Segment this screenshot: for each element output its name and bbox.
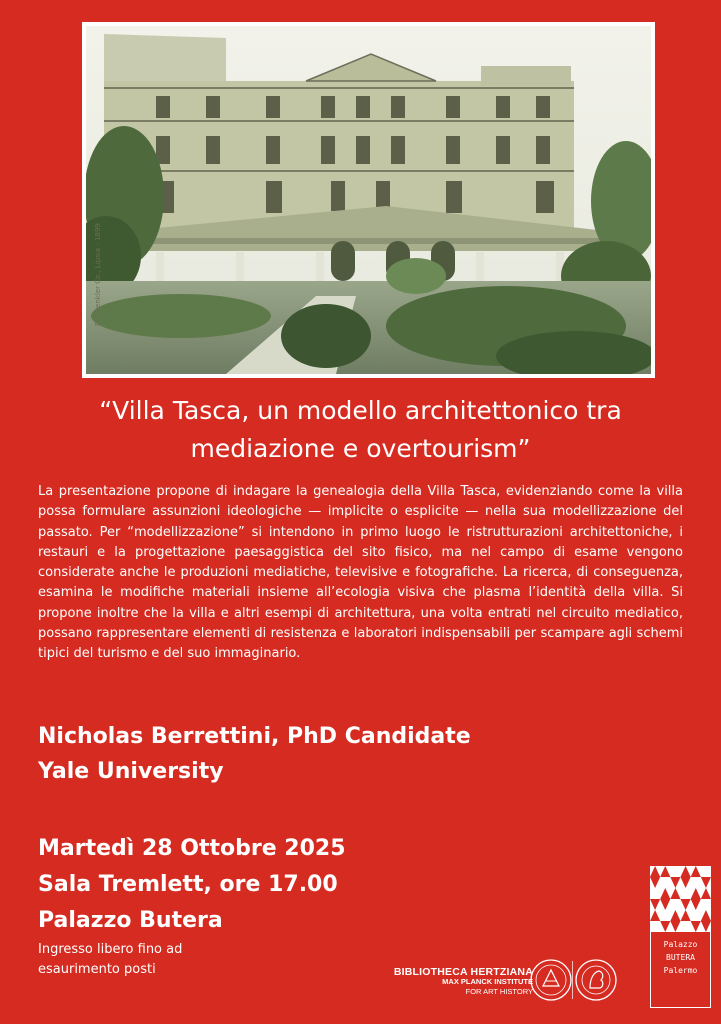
- speaker-block: [38, 719, 598, 789]
- bh-institute: MAX PLANCK INSTITUTE: [442, 977, 533, 986]
- bibliotheca-hertziana-logo: [370, 958, 620, 1006]
- minerva-seal-icon: [574, 958, 618, 1002]
- pb-line2: BUTERA: [666, 953, 695, 962]
- logo-divider: [572, 961, 573, 999]
- bh-subtitle: FOR ART HISTORY: [465, 987, 533, 996]
- talk-title-line1: “Villa Tasca, un modello architettonico tra: [99, 396, 622, 425]
- abstract-text: La presentazione propone di indagare la genealogia della Villa Tasca, evidenziando come la villa possa formulare assunzioni ideologiche — implicite o esplicite — nella sua modellizzazione del passato. Per “modellizzazione” si intendono in primo luogo le ristrutturazioni architettoniche, i restauri e la progettazione paesaggistica del sito fisico, ma nel campo di esame vengono considerate anche le produzioni mediatiche, televisive e fotografiche. La ricerca, di conseguenza, esamina le modifiche materiali insieme all’ecologia visiva che plasma l’identità della villa. Si propone inoltre che la villa e altri esempi di architettura, una volta entrati nel circuito mediatico, possano rappresentare elementi di resistenza e laboratori indispensabili per scampare agli schemi tipici del turismo e del suo immaginario.: [38, 484, 683, 662]
- villa-tasca-photo: [82, 22, 655, 378]
- talk-title-line2: mediazione e overtourism”: [190, 434, 531, 463]
- bh-wordmark: [394, 967, 533, 997]
- talk-title: [30, 392, 691, 468]
- hertziana-seal-icon: [529, 958, 573, 1002]
- palazzo-butera-logo: [650, 866, 711, 1008]
- event-venue: Palazzo Butera: [38, 908, 223, 933]
- pb-line1: Palazzo: [663, 940, 698, 949]
- triangle-pattern-icon: [650, 866, 711, 932]
- event-place-time: Sala Tremlett, ore 17.00: [38, 872, 338, 897]
- entry-note: [38, 940, 298, 980]
- event-date: Martedì 28 Ottobre 2025: [38, 836, 346, 861]
- villa-illustration: [86, 26, 651, 374]
- speaker-affiliation: Yale University: [38, 759, 224, 784]
- pb-wordmark: [650, 932, 711, 1008]
- entry-note-line2: esaurimento posti: [38, 962, 156, 977]
- entry-note-line1: Ingresso libero fino ad: [38, 942, 183, 957]
- speaker-name: Nicholas Berrettini, PhD Candidate: [38, 724, 471, 749]
- pb-line3: Palermo: [663, 966, 698, 975]
- bh-name: BIBLIOTHECA HERTZIANA: [393, 966, 533, 978]
- event-details: [38, 831, 598, 939]
- photo-caption: Dr. Trenkler Co., Lipsia - 1899: [94, 223, 102, 326]
